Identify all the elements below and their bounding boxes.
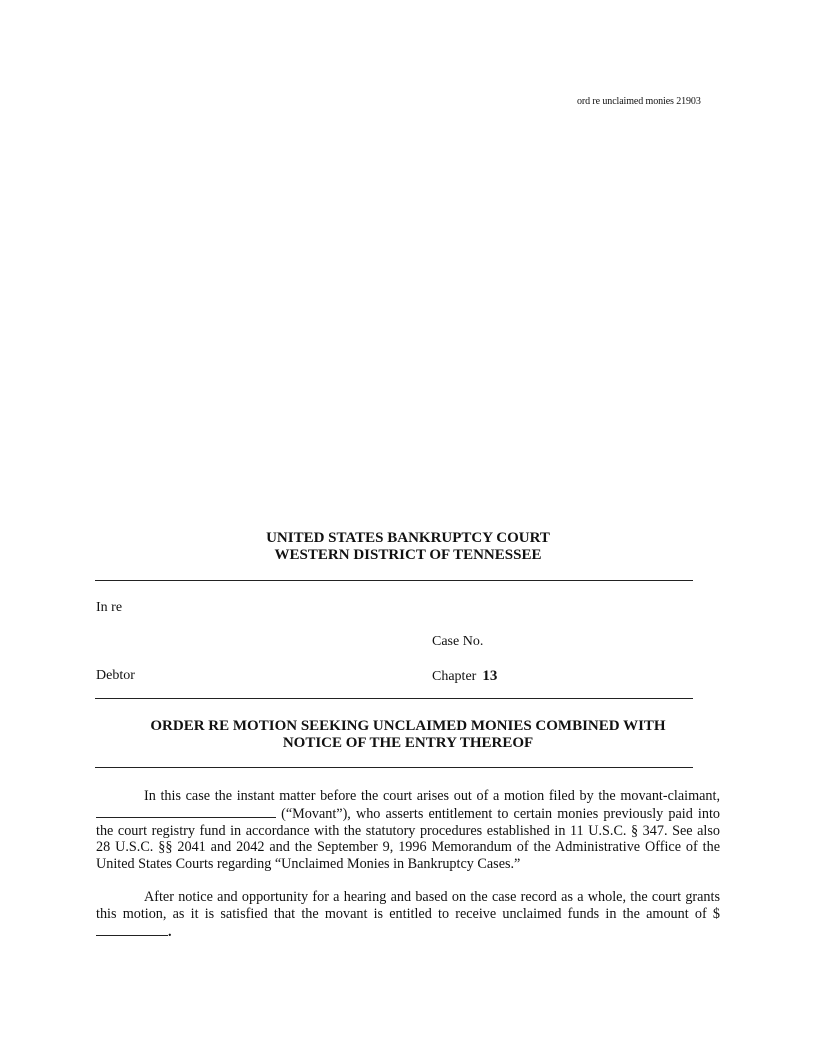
currency-symbol: $ xyxy=(712,905,720,922)
divider-rule-middle xyxy=(95,698,693,699)
divider-rule-top xyxy=(95,580,693,581)
case-number-label: Case No. xyxy=(432,634,484,649)
paragraph-order-grant xyxy=(96,889,720,940)
chapter-field xyxy=(432,668,497,685)
order-title-line-2: NOTICE OF THE ENTRY THEREOF xyxy=(282,735,534,751)
in-re-label: In re xyxy=(96,600,123,615)
order-title xyxy=(96,718,720,752)
movant-name-blank[interactable] xyxy=(96,805,276,818)
paragraph-1-lead: In this case the instant matter before the court arises out of a motion filed by the movant-claimant, xyxy=(144,788,720,804)
court-name: UNITED STATES BANKRUPTCY COURT xyxy=(266,530,550,546)
divider-rule-bottom xyxy=(95,767,693,768)
order-title-line-1: ORDER RE MOTION SEEKING UNCLAIMED MONIES COMBINED WITH xyxy=(150,718,666,734)
court-heading xyxy=(96,530,720,564)
paragraph-motion-background xyxy=(96,788,720,873)
chapter-label: Chapter xyxy=(432,669,477,684)
document-id: ord re unclaimed monies 21903 xyxy=(577,96,701,107)
paragraph-2-text: After notice and opportunity for a hearing and based on the case record as a whole, the court grants this motion, as it is satisfied that the movant is entitled to receive unclaimed funds in the amount of xyxy=(96,889,720,922)
debtor-label: Debtor xyxy=(96,668,135,683)
chapter-number: 13 xyxy=(482,668,498,684)
closing-period: . xyxy=(168,923,172,940)
court-district: WESTERN DISTRICT OF TENNESSEE xyxy=(274,547,542,563)
amount-blank[interactable] xyxy=(96,923,168,936)
paragraph-1-rest: (“Movant”), who asserts entitlement to certain monies previously paid into the court registry fund in accordance with the statutory procedures established in 11 U.S.C. § 347. See also 28 U.S.C. §§ 2041 and 2042 and the September 9, 1996 Memorandum of the Administrative Office of the United States Courts regarding “Unclaimed Monies in Bankruptcy Cases.” xyxy=(96,805,721,873)
